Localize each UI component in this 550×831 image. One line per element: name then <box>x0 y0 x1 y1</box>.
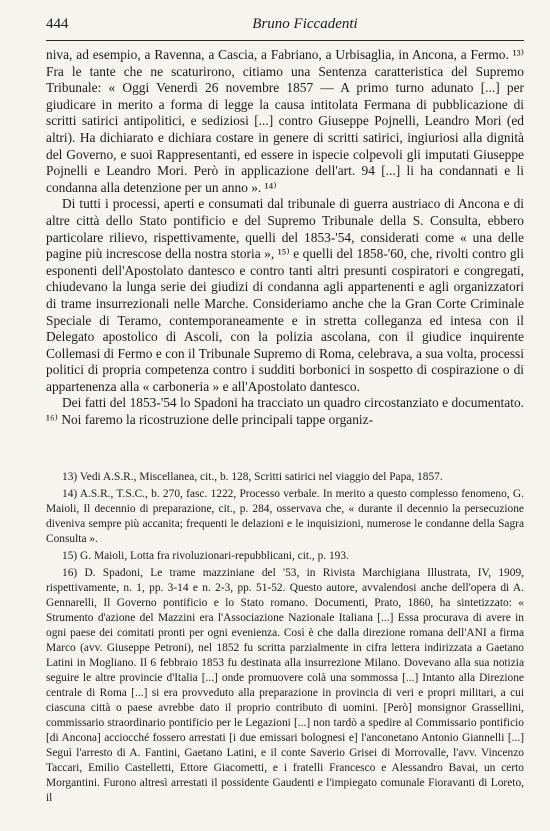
page-header <box>46 14 524 41</box>
footnote: 16) D. Spadoni, Le trame mazziniane del '53, in Rivista Marchigiana Illustrata, IV, 1909, rispettivamente, n. 1, pp. 3-14 e n. 2-3, pp. 51-52. Questo autore, avvalendosi anche dell'opera di A. Gennarelli, Il Governo pontificio e lo Stato romano. Documenti, Prato, 1860, ha sintetizzato: « Strumento d'azione del Mazzini era l'Associazione Nazionale Italiana [...] Essa procurava di avere in ogni paese dei comitati pronti per ogni evenienza. Così è che dalla direzione romana dell'ANI a firma Marco (avv. Giuseppe Petroni), nel 1852 fu scritta parzialmente in cifra lettera indirizzata a Gaetano Latini in Mogliano. Il 6 febbraio 1853 fu destinata alla insurrezione Milano. Dovevano alla sua notizia seguire le altre provincie d'Italia [...] onde promuovere colà una sommossa [...] Intanto alla Direzione centrale di Roma [...] si era provveduto alla preparazione in provincia di veri e propri militari, a cui ciascuna città o paese avrebbe dato il proprio contributo di uomini. [Però] monsignor Grassellini, commissario straordinario pontificio per le Legazioni [...] non tardò a spedire al Commissario pontificio [di Ancona] acciocché fossero arrestati [i due emissari bolognesi e] l'anconetano Antonio Giannelli [...] Seguì l'arresto di A. Fantini, Gaetano Latini, e il conte Saverio Grisei di Morrovalle, l'avv. Vincenzo Taccari, Emilio Castelletti, Ettore Giacometti, e i fratelli Francesco e Alessandro Bavai, un certo Morgantini. Furono altresì arrestati il possidente Gaudenti e l'impiegato comunale Fioravanti di Loreto, il <box>46 567 524 804</box>
paragraph: Di tutti i processi, aperti e consumati dal tribunale di guerra austriaco di Ancona e di altre città dello Stato pontificio e del Supremo Tribunale della S. Consulta, ebbero particolare rilievo, rispettivamente, quelli del 1853-'54, considerati come « una delle pagine più increscose della nostra storia », ¹⁵⁾ e quelli del 1858-'60, che, rivolti contro gli esponenti dell'Apostolato dantesco e contro tanti altri presunti cospiratori e congregati, chiudevano la lunga serie dei giudizi di condanna agli appartenenti e agli organizzatori di trame insurrezionali nelle Marche. Consideriamo anche che la Gran Corte Criminale Speciale di Teramo, contemporaneamente e in stretta colleganza ed intesa con il Delegato apostolico di Ascoli, con la polizia ascolana, con il giudice inquirente Collemasi di Fermo e con il Tribunale Supremo di Roma, celebrava, a sua volta, processi politici di propria competenza contro i sudditi borbonici in sospetto di cospirazione o di appartenenza alla « carboneria » e all'Apostolato dantesco. <box>46 196 524 394</box>
body-text <box>46 47 524 429</box>
footnote: 14) A.S.R., T.S.C., b. 270, fasc. 1222, Processo verbale. In merito a questo complesso fenomeno, G. Maioli, Il decennio di preparazione, cit., p. 284, osservava che, « durante il decennio la persecuzione diveniva sempre più accanita; frequenti le delazioni e le inquisizioni, numerose le condanne della Sagra Consulta ». <box>46 488 524 545</box>
paragraph: niva, ad esempio, a Ravenna, a Cascia, a Fabriano, a Urbisaglia, in Ancona, a Fermo. ¹³⁾ Fra le tante che ne scaturirono, citiamo una Sentenza caratteristica del Supremo Tribunale: « Oggi Venerdì 26 novembre 1857 — A primo turno adunato [...] per giudicare in merito a forma di legge la causa intitolata Fermana di pubblicazione di scritti satirici antipolitici, e sediziosi [...] contro Giuseppe Pojnelli, Leandro Mori (ed altri). Ha dichiarato e dichiara costare in genere di scritti satirici, ingiuriosi alla dignità del Governo, e suoi Rappresentanti, ed essere in ispecie colpevoli gli imputati Giuseppe Pojnelli e Leandro Mori. Però in applicazione dell'art. 94 [...] li ha condannati e li condanna alla detenzione per un anno ». ¹⁴⁾ <box>46 47 524 195</box>
footnote: 15) G. Maioli, Lotta fra rivoluzionari-repubblicani, cit., p. 193. <box>62 550 349 562</box>
footnotes <box>46 470 524 808</box>
footnote: 13) Vedi A.S.R., Miscellanea, cit., b. 128, Scritti satirici nel viaggio del Papa, 1857. <box>62 471 443 483</box>
running-head: Bruno Ficcadenti <box>252 16 358 32</box>
paragraph: Dei fatti del 1853-'54 lo Spadoni ha tracciato un quadro circostanziato e documentato. ¹⁶⁾ Noi faremo la ricostruzione delle principali tappe organiz- <box>46 395 524 428</box>
page-number: 444 <box>46 16 69 32</box>
